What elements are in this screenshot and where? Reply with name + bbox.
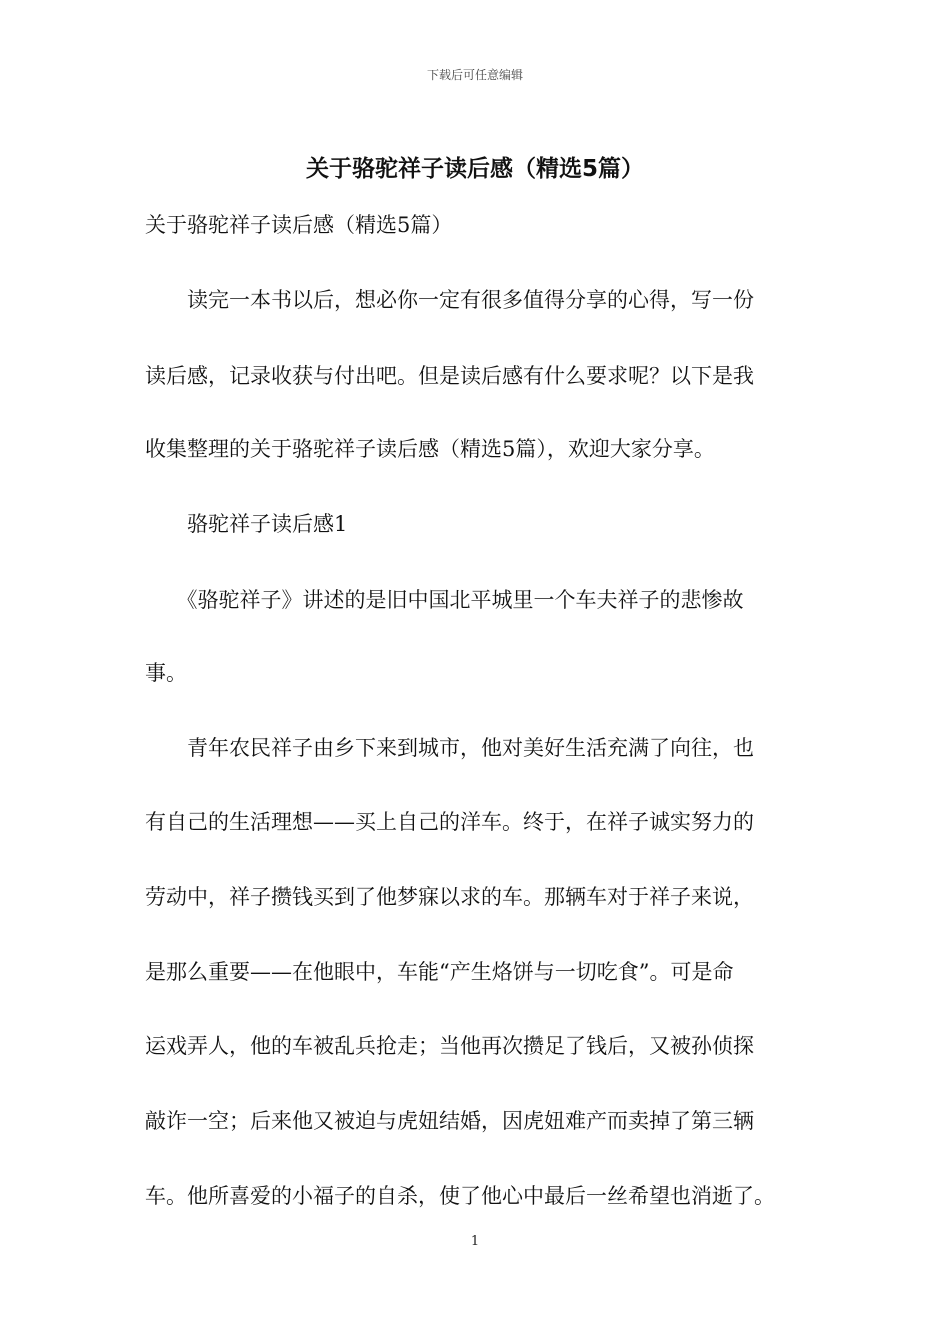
body-line: 是那么重要——在他眼中，车能“产生烙饼与一切吃食”。可是命 <box>145 960 734 984</box>
body-line: 车。他所喜爱的小福子的自杀，使了他心中最后一丝希望也消逝了。 <box>145 1184 775 1208</box>
body-line: 事。 <box>145 661 187 685</box>
body-line: 青年农民祥子由乡下来到城市，他对美好生活充满了向往，也 <box>145 736 754 760</box>
document-title: 关于骆驼祥子读后感（精选5篇） <box>305 156 644 182</box>
body-line: 读完一本书以后，想必你一定有很多值得分享的心得，写一份 <box>145 288 754 312</box>
header-note: 下载后可任意编辑 <box>426 68 523 82</box>
body-line: 收集整理的关于骆驼祥子读后感（精选5篇），欢迎大家分享。 <box>145 437 715 461</box>
body-line: 劳动中，祥子攒钱买到了他梦寐以求的车。那辆车对于祥子来说， <box>145 885 754 909</box>
document-subtitle: 关于骆驼祥子读后感（精选5篇） <box>145 213 453 237</box>
body-line: 敲诈一空；后来他又被迫与虎妞结婚，因虎妞难产而卖掉了第三辆 <box>145 1109 754 1133</box>
body-line: 有自己的生活理想——买上自己的洋车。终于，在祥子诚实努力的 <box>145 810 754 834</box>
section-heading: 骆驼祥子读后感1 <box>145 512 348 536</box>
body-line: 运戏弄人，他的车被乱兵抢走；当他再次攒足了钱后，又被孙侦探 <box>145 1034 754 1058</box>
body-line: 读后感，记录收获与付出吧。但是读后感有什么要求呢？以下是我 <box>145 364 754 388</box>
page-number: 1 <box>470 1234 480 1249</box>
body-line: 《骆驼祥子》讲述的是旧中国北平城里一个车夫祥子的悲惨故 <box>145 588 744 612</box>
